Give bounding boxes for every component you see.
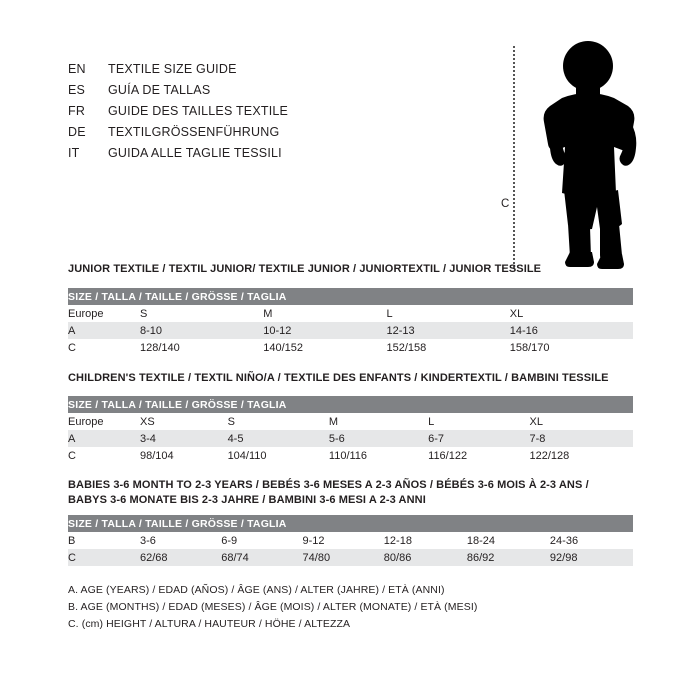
language-code: EN bbox=[68, 62, 86, 76]
language-row bbox=[68, 104, 448, 125]
section-title-junior: JUNIOR TEXTILE / TEXTIL JUNIOR/ TEXTILE JUNIOR / JUNIORTEXTIL / JUNIOR TESSILE bbox=[68, 263, 542, 275]
cell: 3-4 bbox=[140, 430, 228, 447]
cell: 6-9 bbox=[221, 532, 302, 549]
cell: 122/128 bbox=[529, 447, 633, 464]
cell: 7-8 bbox=[529, 430, 633, 447]
table-row bbox=[68, 322, 633, 339]
cell: S bbox=[228, 413, 329, 430]
cell: M bbox=[263, 305, 386, 322]
table-header-row bbox=[68, 515, 633, 532]
language-code: IT bbox=[68, 146, 80, 160]
cell: L bbox=[387, 305, 510, 322]
cell: L bbox=[428, 413, 529, 430]
cell: 5-6 bbox=[329, 430, 428, 447]
table-row bbox=[68, 430, 633, 447]
table-header-label: SIZE / TALLA / TAILLE / GRÖSSE / TAGLIA bbox=[68, 288, 633, 305]
cell: 152/158 bbox=[387, 339, 510, 356]
row-label: B bbox=[68, 532, 140, 549]
cell: 9-12 bbox=[303, 532, 384, 549]
cell: 24-36 bbox=[550, 532, 633, 549]
cell: 12-18 bbox=[384, 532, 467, 549]
table-row bbox=[68, 305, 633, 322]
cell: 110/116 bbox=[329, 447, 428, 464]
cell: 14-16 bbox=[510, 322, 633, 339]
table-header-row bbox=[68, 396, 633, 413]
table-row bbox=[68, 447, 633, 464]
cell: 62/68 bbox=[140, 549, 221, 566]
language-row bbox=[68, 62, 448, 83]
cell: XS bbox=[140, 413, 228, 430]
cell: 3-6 bbox=[140, 532, 221, 549]
language-text: GUIDA ALLE TAGLIE TESSILI bbox=[108, 146, 282, 160]
language-code: DE bbox=[68, 125, 86, 139]
cell: 4-5 bbox=[228, 430, 329, 447]
row-label: A bbox=[68, 430, 140, 447]
children-size-table bbox=[68, 396, 633, 464]
legend-line-c: C. (cm) HEIGHT / ALTURA / HAUTEUR / HÖHE / ALTEZZA bbox=[68, 618, 351, 630]
section-title-babies: BABIES 3-6 MONTH TO 2-3 YEARS / BEBÉS 3-6 MESES A 2-3 AÑOS / BÉBÉS 3-6 MOIS À 2-3 ANS / BABYS 3-6 MONATE BIS 2-3 JAHRE / BAMBINI 3-6 MESI A 2-3 ANNI bbox=[68, 479, 589, 506]
cell: 140/152 bbox=[263, 339, 386, 356]
child-silhouette-icon bbox=[522, 36, 672, 276]
table-row bbox=[68, 413, 633, 430]
cell: 86/92 bbox=[467, 549, 550, 566]
cell: 98/104 bbox=[140, 447, 228, 464]
table-row bbox=[68, 549, 633, 566]
table-header-label: SIZE / TALLA / TAILLE / GRÖSSE / TAGLIA bbox=[68, 515, 633, 532]
table-header-label: SIZE / TALLA / TAILLE / GRÖSSE / TAGLIA bbox=[68, 396, 633, 413]
cell: 92/98 bbox=[550, 549, 633, 566]
language-text: GUÍA DE TALLAS bbox=[108, 83, 211, 97]
babies-size-table bbox=[68, 515, 633, 566]
cell: 158/170 bbox=[510, 339, 633, 356]
language-code: ES bbox=[68, 83, 86, 97]
language-text: TEXTILGRÖSSENFÜHRUNG bbox=[108, 125, 280, 139]
cell: 128/140 bbox=[140, 339, 263, 356]
cell: 116/122 bbox=[428, 447, 529, 464]
language-row bbox=[68, 125, 448, 146]
cell: XL bbox=[510, 305, 633, 322]
dotted-measure-line bbox=[513, 46, 515, 268]
language-row bbox=[68, 146, 448, 167]
cell: 12-13 bbox=[387, 322, 510, 339]
cell: M bbox=[329, 413, 428, 430]
cell: 68/74 bbox=[221, 549, 302, 566]
cell: XL bbox=[529, 413, 633, 430]
row-label: C bbox=[68, 549, 140, 566]
table-row bbox=[68, 532, 633, 549]
row-label: C bbox=[68, 447, 140, 464]
legend-line-a: A. AGE (YEARS) / EDAD (AÑOS) / ÂGE (ANS) / ALTER (JAHRE) / ETÀ (ANNI) bbox=[68, 584, 445, 596]
language-code: FR bbox=[68, 104, 86, 118]
row-label: A bbox=[68, 322, 140, 339]
cell: 8-10 bbox=[140, 322, 263, 339]
cell: 6-7 bbox=[428, 430, 529, 447]
section-title-children: CHILDREN'S TEXTILE / TEXTIL NIÑO/A / TEXTILE DES ENFANTS / KINDERTEXTIL / BAMBINI TESSILE bbox=[68, 372, 609, 384]
junior-size-table bbox=[68, 288, 633, 356]
row-label: Europe bbox=[68, 413, 140, 430]
cell: 18-24 bbox=[467, 532, 550, 549]
cell: S bbox=[140, 305, 263, 322]
height-measure-figure bbox=[492, 36, 672, 276]
cell: 80/86 bbox=[384, 549, 467, 566]
language-row bbox=[68, 83, 448, 104]
language-title-block bbox=[68, 62, 448, 167]
measure-label-c: C bbox=[501, 198, 510, 210]
legend-block bbox=[68, 582, 477, 633]
row-label: C bbox=[68, 339, 140, 356]
cell: 74/80 bbox=[303, 549, 384, 566]
language-text: GUIDE DES TAILLES TEXTILE bbox=[108, 104, 289, 118]
row-label: Europe bbox=[68, 305, 140, 322]
cell: 10-12 bbox=[263, 322, 386, 339]
table-header-row bbox=[68, 288, 633, 305]
cell: 104/110 bbox=[228, 447, 329, 464]
legend-line-b: B. AGE (MONTHS) / EDAD (MESES) / ÂGE (MOIS) / ALTER (MONATE) / ETÀ (MESI) bbox=[68, 601, 478, 613]
table-row bbox=[68, 339, 633, 356]
language-text: TEXTILE SIZE GUIDE bbox=[108, 62, 237, 76]
